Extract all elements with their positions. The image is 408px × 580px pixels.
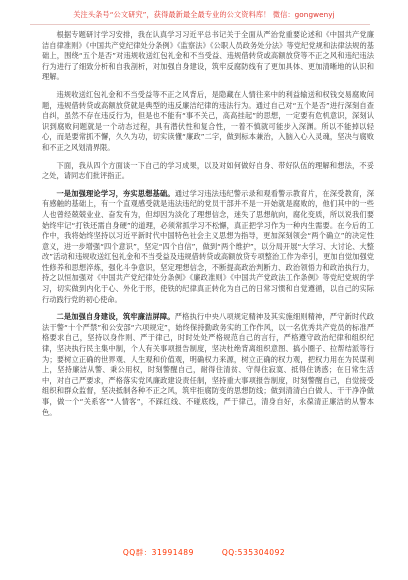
paragraph-3	[42, 161, 374, 182]
paragraph-5	[42, 312, 374, 418]
paragraph-2	[42, 90, 374, 154]
footer-contact	[0, 548, 408, 558]
document-body	[42, 30, 374, 425]
paragraph-2-text: 违规收送红包礼金和不当受益等不正之风背后，是隐藏在人情往来中的利益输送和权钱交易腐败问题，违规借转贷或高额放贷就是典型的违反廉洁纪律的违法行为。通过自己对“五个是否”进行深刻自查自纠，虽然不存在违反行为，但是也不能有“事不关己，高高挂起”的思想，一定要有危机意识，深刻认识到腐败问题就是一个动态过程，具有潜伏性和复合性，一着不慎就可能步入深渊。所以不能掉以轻心，而是要常抓不懈，久久为功，切实读懂“廉政”二字，做到标本兼治，入脑入心入灵魂，坚决与腐败和不正之风划清界限。	[42, 89, 374, 152]
header-promo-note: 关注头条号“公文研究”，获得最新最全最专业的公文资料库！ 微信：gongwenyj	[73, 10, 335, 19]
footer-qq-group: QQ群：31991489	[122, 548, 194, 557]
paragraph-1-text: 根据专题研讨学习安排，我在认真学习习近平总书记关于全面从严治党重要论述和《中国共产党廉洁自律准则》《中国共产党纪律处分条例》《监察法》《公职人员政务处分法》等党纪党规和法律法规的基础上，围绕“五个是否”对违规收送红包礼金和不当受益、违规借转贷或高额放贷等不正之风和违纪违法行为进行了细致分析和自我剖析，对加强自身建设，筑牢反腐防线有了更加具体、更加清晰地的认识和理解。	[42, 30, 374, 82]
footer-qq: QQ:535304092	[221, 548, 286, 557]
paragraph-5-lead: 二是加强自身建设，筑牢廉洁屏障。	[56, 312, 175, 322]
paragraph-4	[42, 189, 374, 306]
header-divider	[30, 24, 370, 25]
paragraph-4-lead: 一是加强理论学习，夯实思想基础。	[56, 188, 175, 198]
paragraph-4-text: 通过学习违法违纪警示录和观看警示教育片，在深受教育，深有感触的基础上，有一个直观感受就是违法违纪的党员干部并不是一开始就是腐败的，他们其中的一些人也曾经兢兢业业、奋发有为，但却因为淡化了理想信念，迷失了思想航向，腐化变质，所以说我们要始终牢记“打铁还需自身硬”的道理，必须常抓学习不松懈，真正把学习作为一种内生需要。在今后的工作中，我将始终坚持以习近平新时代中国特色社会主义思想为指导，更加深刻领会“两个确立”的决定性意义，进一步增强“四个意识”，坚定“四个自信”，做到“两个维护”，以分局开展“大学习、大讨论、大整改”活动和违规收送红包礼金和不当受益及违规借转贷或高额放贷专项整治工作为牵引，更加自觉加强党性修养和思想淬炼，强化斗争意识，坚定理想信念，不断提高政治判断力、政治领悟力和政治执行力，持之以恒加强对《中国共产党纪律处分条例》《廉政准则》《中国共产党政法工作条例》等党纪党规的学习，切实做到内化于心、外化于形，使铁的纪律真正转化为自己的日常习惯和自觉遵循，以自己的实际行动践行党的初心使命。	[42, 188, 374, 304]
paragraph-3-text: 下面，我从四个方面谈一下自己的学习成果，以及对如何做好自身、带好队伍的理解和想法，不妥之处，请同志们批评指正。	[42, 160, 374, 181]
paragraph-1	[42, 30, 374, 83]
paragraph-5-text: 严格执行中央八项规定精神及其实施细则精神，严守新时代政法干警“十个严禁”和公安部“六项规定”，始终保持勤政务实的工作作风，以一名优秀共产党员的标准严格要求自己，坚持以身作则、严于律己，时时处处严格规范自己的言行，严格遵守政治纪律和组织纪律，坚决执行民主集中制，个人有关事项报告制度，坚决杜绝背离组织意图、搞小圈子、拉帮结派等行为；要树立正确的世界观、人生观和价值观，明确权力来源，树立正确的权力观，把权力用在为民谋利上，坚持廉洁从警、秉公用权，时刻警醒自己，耐得住清贫、守得住寂寞、抵得住诱惑；在日常生活中，对自己严要求，严格落实党风廉政建设责任制，坚持重大事项报告制度，时刻警醒自己，自觉接受组织和群众监督，坚决抵制各种不正之风，筑牢拒腐防变的思想防线；做到清清白白做人、干干净净做事，做一个“关系客”“人情客”，不踩红线、不碰底线，严于律己，清身自好，永葆清正廉洁的从警本色。	[42, 312, 374, 417]
